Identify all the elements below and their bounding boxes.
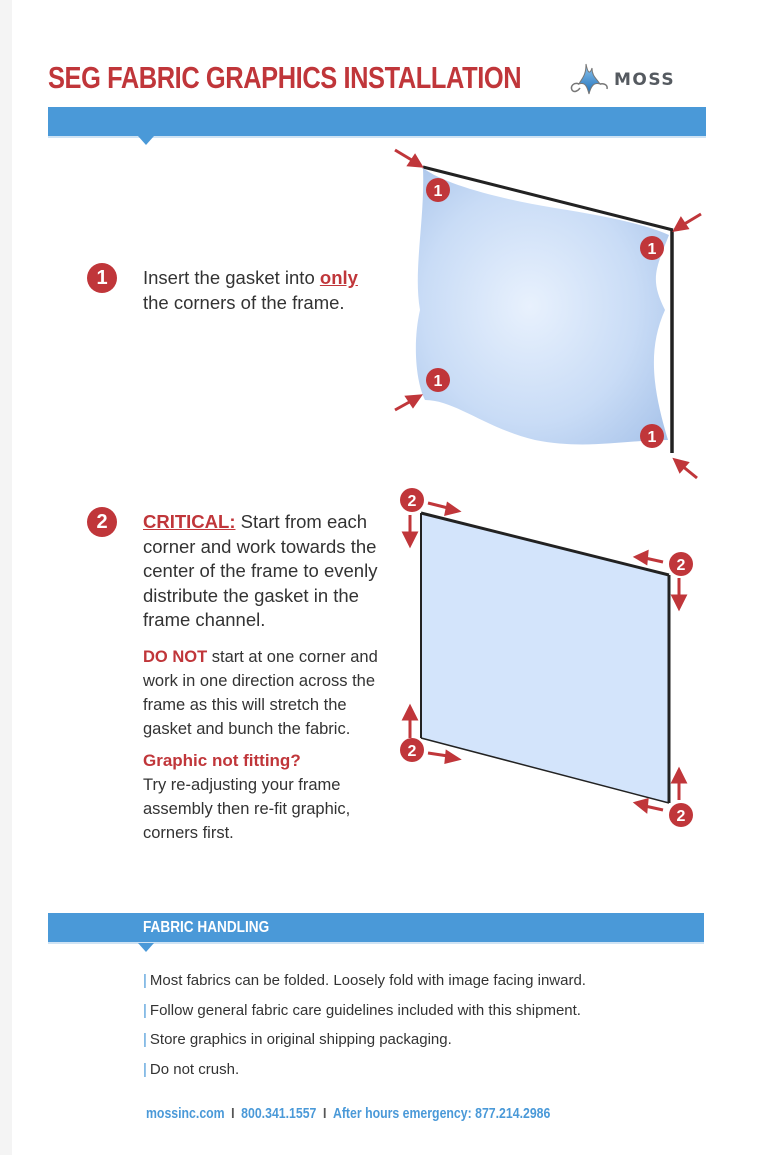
step-2-badge: 2 <box>87 507 117 537</box>
step-2-tip-paragraph <box>143 749 393 845</box>
bullet-bar-icon: | <box>143 972 147 989</box>
moss-logo-icon <box>568 62 610 98</box>
step-1-emphasis: only <box>319 267 358 288</box>
critical-label: CRITICAL: <box>143 511 236 532</box>
website-link[interactable]: mossinc.com <box>146 1105 225 1122</box>
donot-text: start at one corner and work in one direction across the frame as this will stretch the gasket and bunch the fabric. <box>143 647 378 738</box>
fabric-handling-heading: FABRIC HANDLING <box>143 919 270 936</box>
tip-heading: Graphic not fitting? <box>143 750 301 770</box>
page-edge <box>0 0 12 1155</box>
svg-text:1: 1 <box>433 183 443 200</box>
header-band <box>48 107 706 138</box>
separator: I <box>231 1105 235 1122</box>
svg-text:2: 2 <box>407 743 417 760</box>
critical-text: Start from each corner and work towards the center of the frame to evenly distribute the gasket in the frame channel. <box>143 511 378 630</box>
bullet-bar-icon: | <box>143 1060 147 1078</box>
svg-text:2: 2 <box>676 557 686 574</box>
list-item <box>143 1025 586 1055</box>
step-1-badge: 1 <box>87 263 117 293</box>
step-2-text <box>143 510 393 855</box>
step-1-text-after: the corners of the frame. <box>143 291 345 313</box>
list-item-text: Most fabrics can be folded. Loosely fold with image facing inward. <box>149 972 586 989</box>
svg-text:2: 2 <box>676 808 686 825</box>
svg-text:1: 1 <box>647 429 657 446</box>
svg-text:1: 1 <box>647 241 657 258</box>
svg-text:2: 2 <box>407 493 417 510</box>
list-item-text: Follow general fabric care guidelines included with this shipment. <box>149 1001 581 1019</box>
logo-text: MOSS <box>614 70 676 90</box>
list-item-text: Store graphics in original shipping packaging. <box>149 1031 452 1048</box>
list-item <box>143 1055 586 1085</box>
phone-link[interactable]: 800.341.1557 <box>241 1105 317 1122</box>
footer-contact <box>146 1105 550 1122</box>
step-2-critical-paragraph <box>143 510 393 633</box>
svg-text:1: 1 <box>433 373 443 390</box>
band-notch <box>138 943 154 952</box>
list-item <box>143 966 586 996</box>
step-1-illustration <box>385 140 715 485</box>
separator: I <box>322 1105 327 1122</box>
step-1-text <box>143 266 383 315</box>
step-2-illustration <box>390 480 710 840</box>
donot-label: DO NOT <box>143 647 208 666</box>
moss-logo[interactable] <box>568 62 708 98</box>
fabric-handling-band <box>48 913 704 944</box>
step-2-donot-paragraph <box>143 645 393 741</box>
page-title: SEG FABRIC GRAPHICS INSTALLATION <box>48 60 522 95</box>
list-item <box>143 996 586 1026</box>
band-notch <box>138 136 154 145</box>
list-item-text: Do not crush. <box>149 1060 240 1078</box>
fabric-handling-list <box>143 966 586 1084</box>
emergency-contact: After hours emergency: 877.214.2986 <box>332 1105 551 1122</box>
bullet-bar-icon: | <box>143 1001 147 1019</box>
bullet-bar-icon: | <box>143 1031 147 1048</box>
tip-text: Try re-adjusting your frame assembly then re-fit graphic, corners first. <box>143 775 351 842</box>
step-1-text-before: Insert the gasket into <box>143 267 320 288</box>
